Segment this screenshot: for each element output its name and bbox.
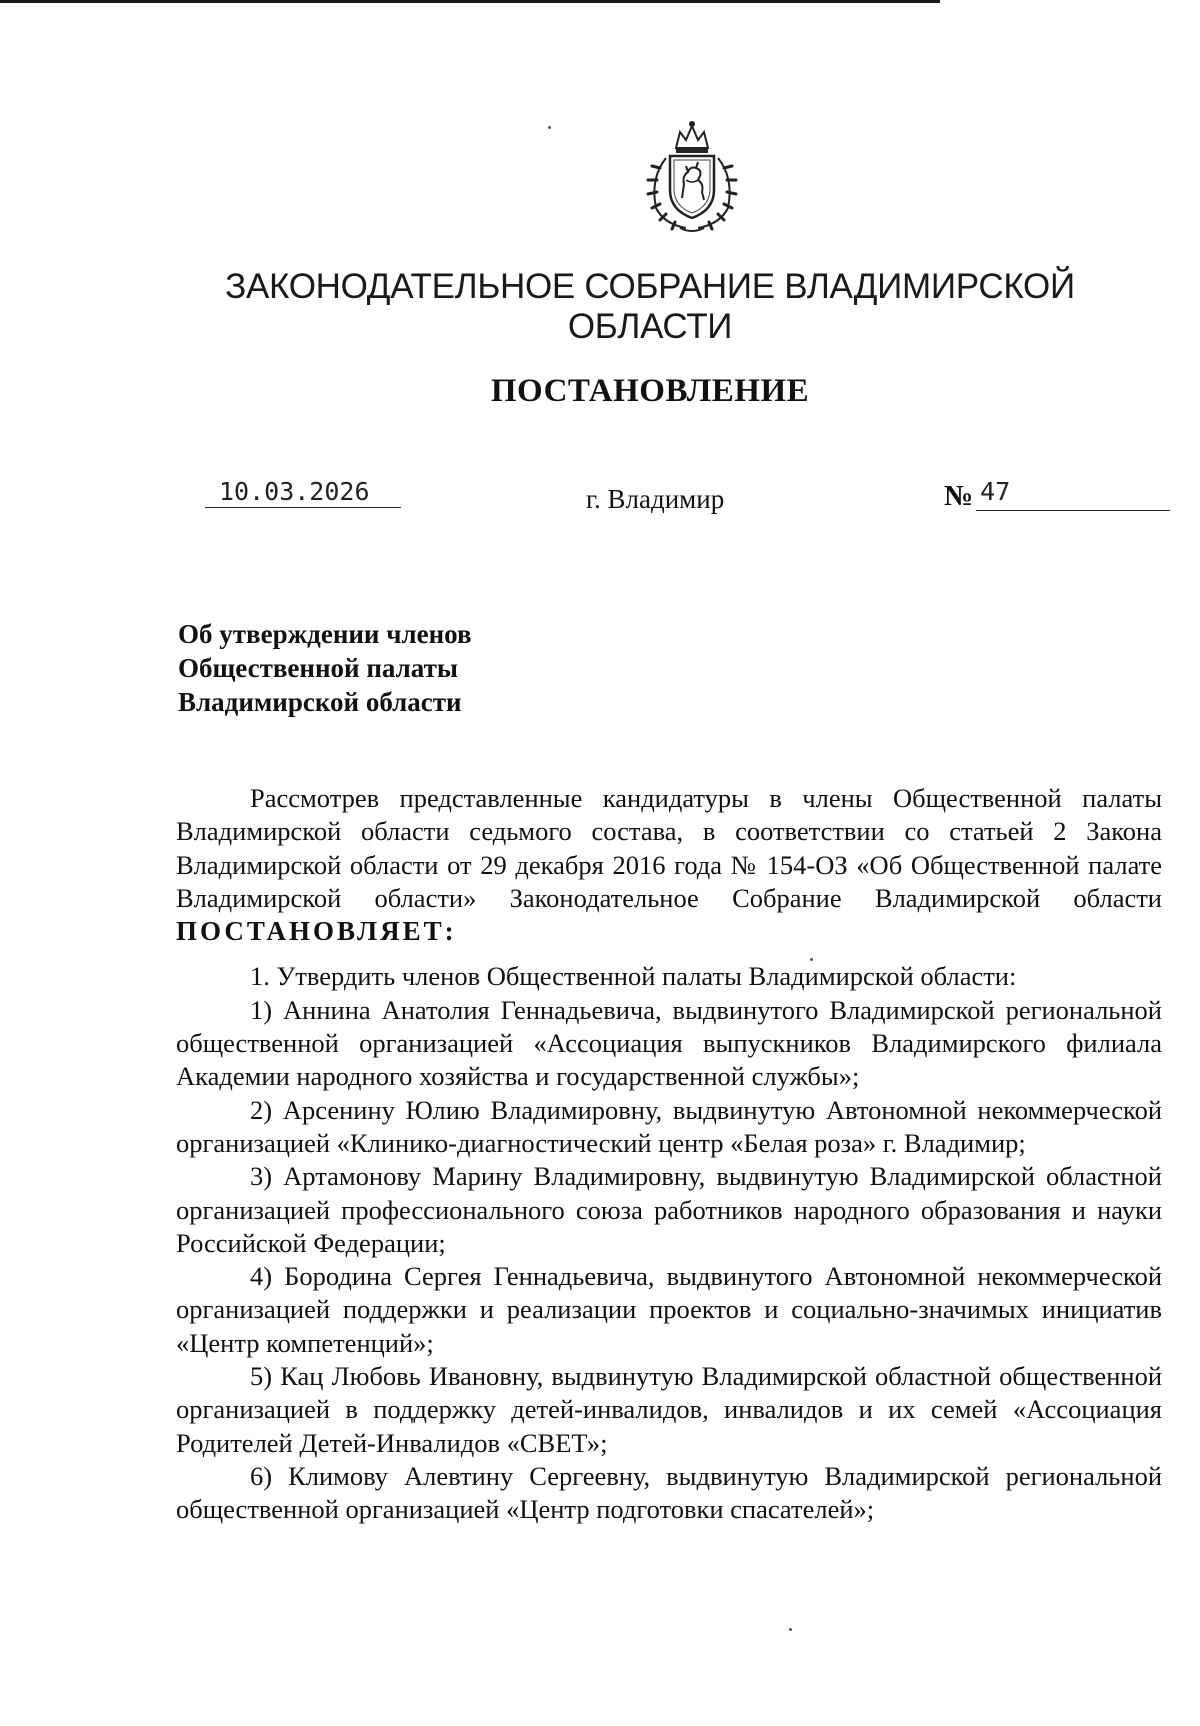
- item-text: Бородина Сергея Геннадьевича, выдвинутого Автономной некоммерческой организацией поддержки и реализации проектов и социально-значимых инициатив «Центр компетенций»;: [176, 1261, 1162, 1358]
- item-number: 3): [250, 1161, 273, 1192]
- document-type-heading: ПОСТАНОВЛЕНИЕ: [490, 373, 810, 409]
- preamble-text: Рассмотрев представленные кандидатуры в члены Общественной палаты Владимирской области седьмого состава, в соответствии со статьей 2 Закона Владимирской области от 29 декабря 2016 года № 154-ОЗ «Об Общественной палате Владимирской области» Законодательное Собрание Владимирской области: [176, 783, 1162, 913]
- list-item: [176, 1094, 1162, 1161]
- subject-line: Об утверждении членов: [178, 619, 472, 649]
- organization-title: ЗАКОНОДАТЕЛЬНОЕ СОБРАНИЕ ВЛАДИМИРСКОЙ ОБЛАСТИ: [225, 267, 1075, 346]
- item-text: Аннина Анатолия Геннадьевича, выдвинутого Владимирской региональной общественной организацией «Ассоциация выпускников Владимирского филиала Академии народного хозяйства и государственной службы»;: [176, 994, 1162, 1092]
- item-number: 1): [250, 994, 273, 1025]
- number-underline: [976, 477, 1170, 511]
- document-number: 47: [980, 477, 1011, 506]
- item-text: Климову Алевтину Сергеевну, выдвинутую Владимирской региональной общественной организацией «Центр подготовки спасателей»;: [176, 1460, 1163, 1525]
- item-number: 2): [250, 1094, 273, 1125]
- item-text: Арсенину Юлию Владимировну, выдвинутую Автономной некоммерческой организацией «Клинико-диагностический центр «Белая роза» г. Владимир;: [176, 1094, 1163, 1158]
- item-number: 4): [250, 1261, 273, 1292]
- item-number: 5): [250, 1361, 273, 1392]
- item-text: Кац Любовь Ивановну, выдвинутую Владимирской областной общественной организацией в поддержку детей-инвалидов, инвалидов и их семей «Ассоциация Родителей Детей-Инвалидов «СВЕТ»;: [176, 1361, 1162, 1458]
- document-body: [176, 782, 1162, 1527]
- document-subject: [178, 617, 472, 719]
- number-field: [944, 477, 1170, 512]
- list-item: [176, 1260, 1162, 1360]
- scan-speck: [810, 958, 813, 961]
- resolves-keyword: ПОСТАНОВЛЯЕТ:: [176, 916, 457, 947]
- number-sign: №: [944, 480, 974, 512]
- subject-line: Общественной палаты: [178, 653, 458, 683]
- item-number: 6): [250, 1460, 273, 1491]
- item-text: Артамонову Марину Владимировну, выдвинутую Владимирской областной организацией профессионального союза работников народного образования и науки Российской Федерации;: [176, 1161, 1162, 1258]
- scan-speck: [548, 126, 551, 129]
- scan-edge-line: [0, 0, 940, 3]
- clause-1: 1. Утвердить членов Общественной палаты Владимирской области:: [250, 961, 1017, 992]
- list-item: [176, 1160, 1162, 1260]
- scan-speck: [789, 1628, 792, 1631]
- date-field: [205, 477, 401, 508]
- preamble-paragraph: [176, 782, 1162, 948]
- list-item: [176, 1460, 1162, 1527]
- list-item: [176, 994, 1162, 1094]
- subject-line: Владимирской области: [178, 687, 462, 717]
- document-date: 10.03.2026: [219, 477, 370, 506]
- city-label: г. Владимир: [586, 484, 725, 514]
- list-item: [176, 1360, 1162, 1460]
- coat-of-arms-icon: [642, 118, 742, 236]
